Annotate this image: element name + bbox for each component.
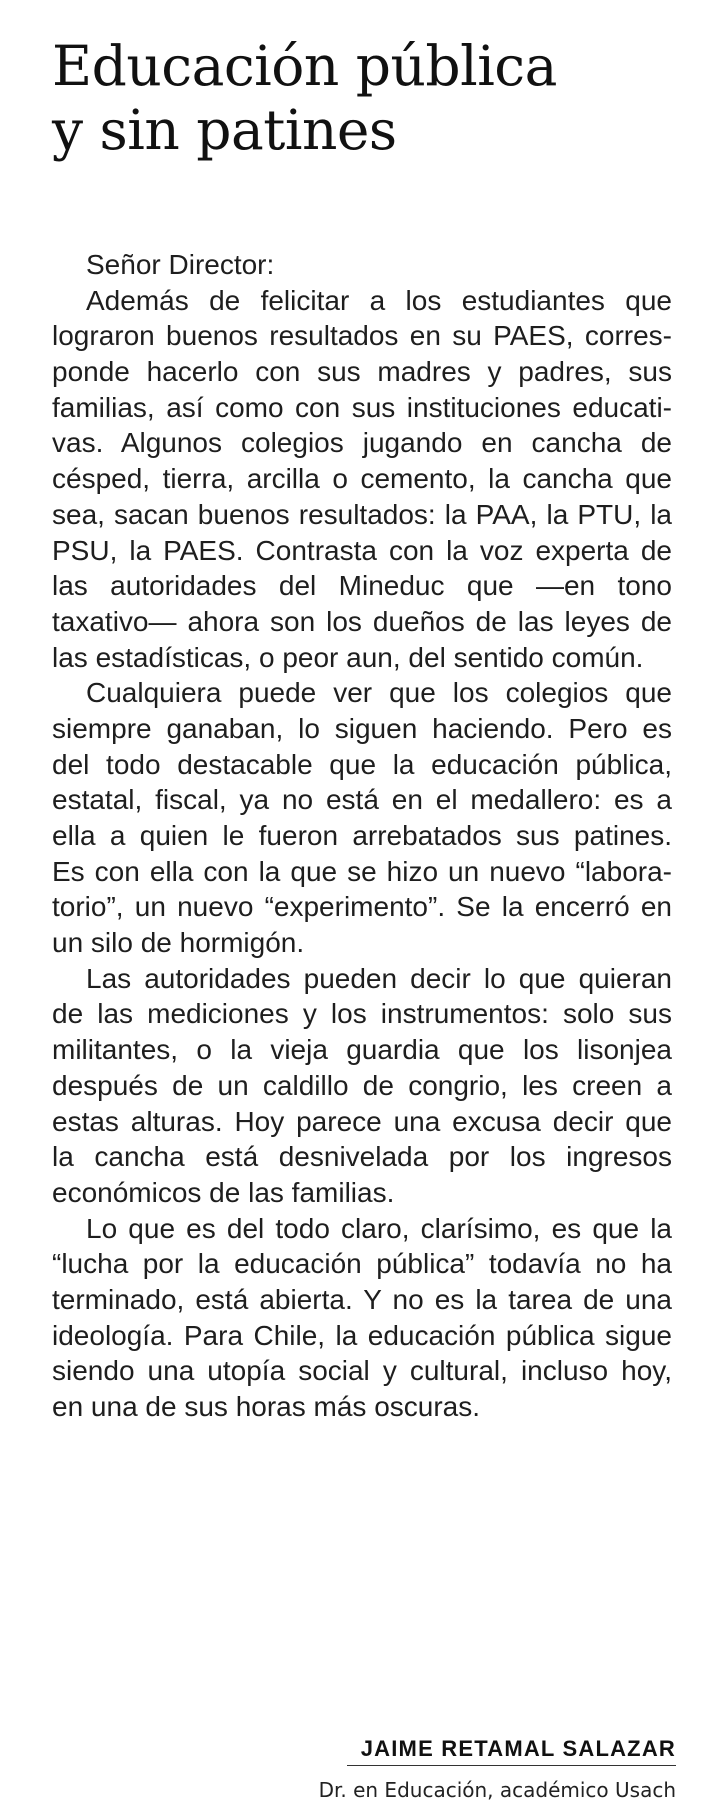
text-line: sea, sacan buenos resultados: la PAA, la PTU, la [52,498,672,530]
text-line: Además de felicitar a los estudiantes que [86,284,672,316]
text-line: ponde hacerlo con sus madres y padres, sus [52,356,672,388]
text-line: económicos de las familias. [52,1176,395,1208]
text-line: “lucha por la educación pública” todavía no ha [52,1248,672,1280]
text-line: estas alturas. Hoy parece una excusa decir que [52,1105,672,1137]
headline-line: Educación pública [52,34,557,98]
text-line: de las mediciones y los instrumentos: solo sus [52,998,672,1030]
text-line: Es con ella con la que se hizo un nuevo “labora- [52,855,672,887]
headline-line: y sin patines [52,98,397,162]
text-line: lograron buenos resultados en su PAES, corres- [52,320,672,352]
text-line: PSU, la PAES. Contrasta con la voz experta de [52,534,672,566]
text-line: terminado, está abierta. Y no es la tarea de una [52,1283,672,1315]
text-line: césped, tierra, arcilla o cemento, la cancha que [52,463,672,495]
greeting: Señor Director: [86,249,275,280]
text-line: un silo de hormigón. [52,927,305,959]
text-line: del todo destacable que la educación pública, [52,748,672,780]
headline [52,34,692,162]
text-line: siempre ganaban, lo siguen haciendo. Pero es [52,712,672,744]
author-name: JAIME RETAMAL SALAZAR [360,1736,676,1761]
text-line: Las autoridades pueden decir lo que quieran [86,962,672,994]
text-line: torio”, un nuevo “experimento”. Se la encerró en [52,891,672,923]
author-affiliation: Dr. en Educación, académico Usach [318,1778,676,1802]
signature-divider [347,1765,676,1766]
letter-body [52,247,672,1425]
text-line: después de un caldillo de congrio, les creen a [52,1069,672,1101]
text-line: Cualquiera puede ver que los colegios que [86,677,672,709]
text-line: militantes, o la vieja guardia que los lisonjea [52,1034,672,1066]
text-line: las estadísticas, o peor aun, del sentido común. [52,641,644,673]
text-line: ella a quien le fueron arrebatados sus patines. [52,820,672,851]
text-line: siendo una utopía social y cultural, incluso hoy, [52,1355,672,1387]
text-line: las autoridades del Mineduc que —en tono [52,570,672,602]
text-line: estatal, fiscal, ya no está en el medallero: es a [52,784,672,816]
text-line: Lo que es del todo claro, clarísimo, es que la [86,1212,672,1244]
text-line: taxativo— ahora son los dueños de las leyes de [52,605,672,637]
text-line: la cancha está desnivelada por los ingresos [52,1141,672,1173]
text-line: ideología. Para Chile, la educación pública sigue [52,1319,672,1351]
text-line: familias, así como con sus instituciones educati- [52,391,672,423]
text-line: en una de sus horas más oscuras. [52,1391,481,1422]
text-line: vas. Algunos colegios jugando en cancha de [52,427,672,459]
